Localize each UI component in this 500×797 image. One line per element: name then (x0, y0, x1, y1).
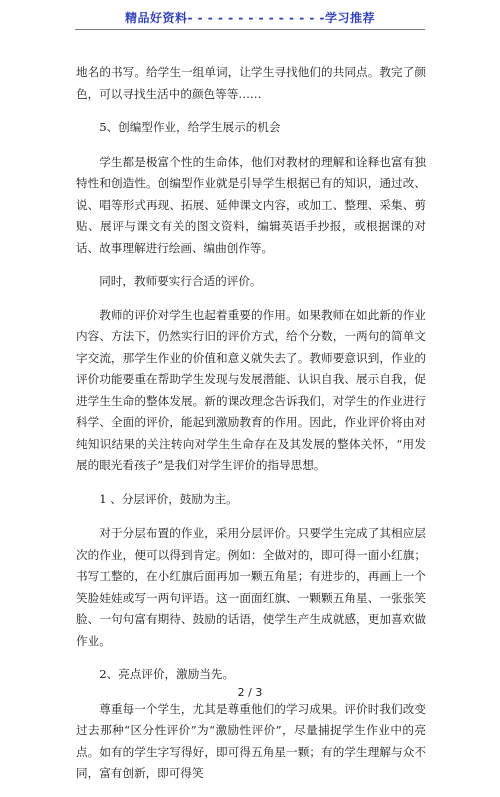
page-header (0, 0, 500, 30)
paragraph-evaluation-intro: 同时，教师要实行合适的评价。 (99, 274, 262, 288)
header-divider (75, 29, 425, 30)
paragraph-highlight-evaluation: 尊重每一个学生，尤其是尊重他们的学习成果。评价时我们改变过去那种“区分性评价”为“激励性评价”，尽量捕捉学生作业中的亮点。如有的学生字写得好，即可得五角星一颗；有的学生理解与众不同，富有创新，即可得笑 (76, 701, 426, 780)
header-title: 精品好资料- - - - - - - - - - - - - -学习推荐 (124, 11, 376, 25)
paragraph-continuation: 地名的书写。给学生一组单词，让学生寻找他们的共同点。教完了颜色，可以寻找生活中的颜色等等…… (76, 65, 426, 101)
paragraph-creative-homework: 学生都是极富个性的生命体，他们对教材的理解和诠释也富有独特性和创造性。创编型作业就是引导学生根据已有的知识，通过改、说、唱等形式再现、拓展、延伸课文内容，或加工、整理、采集、剪贴、展评与课文有关的图文资料，编辑英语手抄报，或根据课的对话、故事理解进行绘画、编曲创作等。 (76, 154, 426, 255)
subheading-layered-evaluation: 1 、分层评价，鼓励为主。 (99, 491, 238, 506)
subheading-highlight-evaluation: 2、亮点评价，激励当先。 (99, 667, 235, 681)
paragraph-layered-evaluation: 对于分层布置的作业，采用分层评价。只要学生完成了其相应层次的作业，便可以得到肯定。例如：全做对的，即可得一面小红旗；书写工整的，在小红旗后面再加一颗五角星；有进步的，再画上一个笑脸娃娃或写一两句评语。这一面面红旗、一颗颗五角星、一张张笑脸、一句句富有期待、鼓励的话语，使学生产生成就感，更加喜欢做作业。 (76, 526, 426, 648)
section-heading-5: 5、创编型作业，给学生展示的机会 (99, 120, 281, 134)
paragraph-evaluation-role: 教师的评价对学生也起着重要的作用。如果教师在如此新的作业内容、方法下，仍然实行旧的评价方式，给个分数，一两句的简单文字交流，那学生作业的价值和意义就失去了。教师要意识到，作业的评价功能要重在帮助学生发现与发展潜能、认识自我、展示自我，促进学生生命的整体发展。新的课改理念告诉我们，对学生的作业进行科学、全面的评价，能起到激励教育的作用。因此，作业评价将由对纯知识结果的关注转向对学生生命存在及其发展的整体关怀，“用发展的眼光看孩子”是我们对学生评价的指导思想。 (76, 307, 426, 472)
page-number: 2 / 3 (237, 686, 263, 699)
